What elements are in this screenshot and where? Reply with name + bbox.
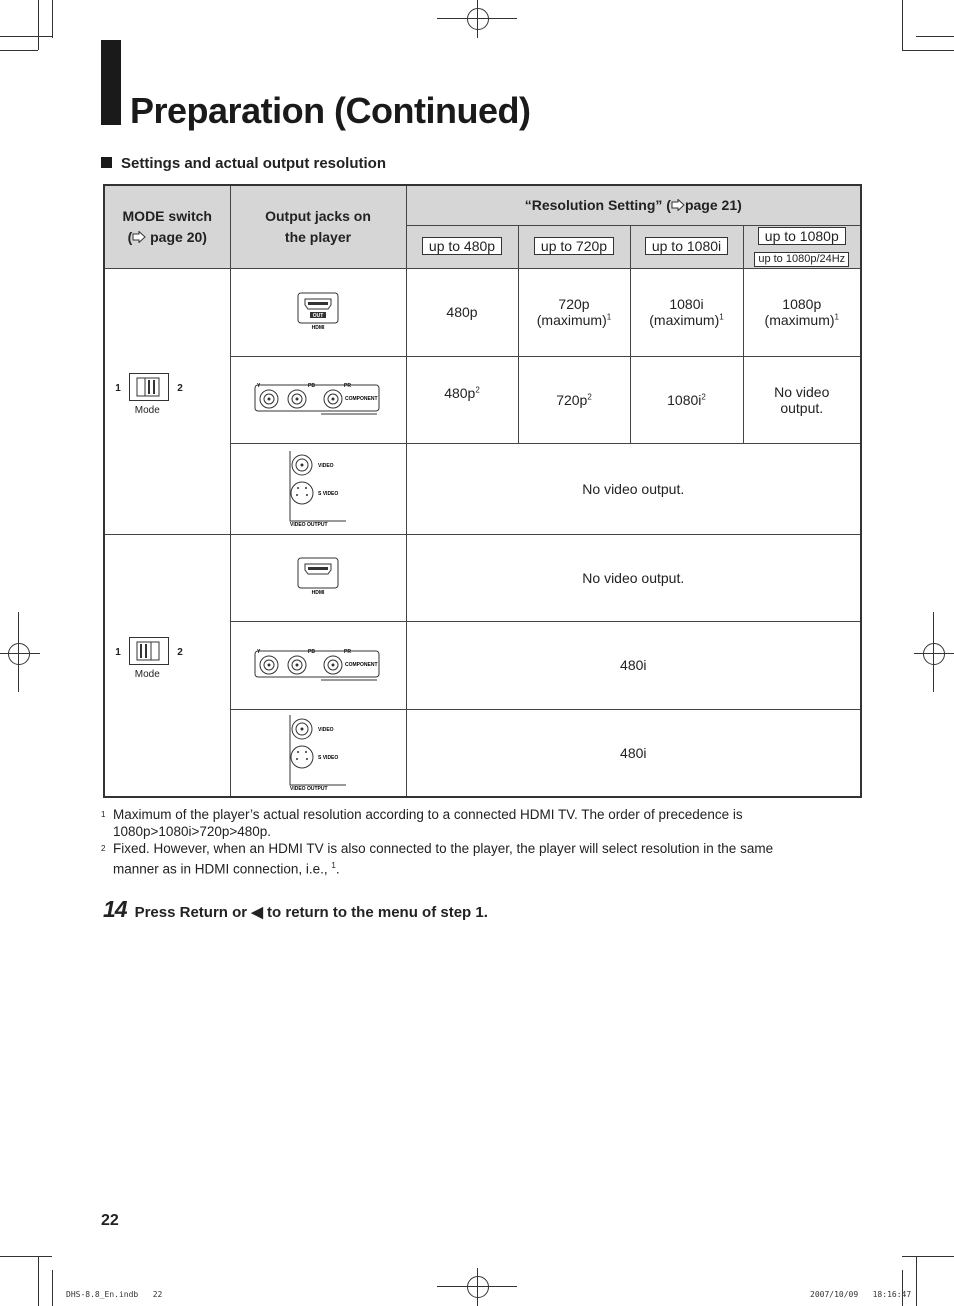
- page-number: 22: [101, 1212, 119, 1229]
- svg-text:PR: PR: [344, 383, 351, 389]
- mode-switch-1-icon: 1 2 Mode: [107, 371, 227, 431]
- crop-mark: [902, 0, 903, 50]
- cell-480p-component: $480p^2$: [406, 356, 518, 443]
- page-reference-icon: [132, 231, 146, 243]
- svg-text:Y: Y: [257, 383, 261, 389]
- header-output-jacks: Output jacks on the player: [230, 185, 406, 268]
- crop-mark: [0, 50, 38, 51]
- option-480p: up to 480p: [406, 225, 518, 268]
- crop-mark: [38, 1256, 39, 1306]
- title-bar: [101, 40, 121, 125]
- svg-text:VIDEO: VIDEO: [318, 727, 334, 734]
- svg-text:OUT: OUT: [312, 312, 324, 319]
- svg-text:HDMI: HDMI: [311, 324, 325, 331]
- cell-1080p-component: No video output.: [743, 356, 861, 443]
- cell-1080p-hdmi: 1080p (maximum)$^1$: [743, 268, 861, 356]
- header-mode-switch: MODE switch ( page 20): [104, 185, 230, 268]
- svg-text:VIDEO: VIDEO: [318, 463, 334, 469]
- jack-video: [230, 709, 406, 797]
- cell-720p-component: $720p^2$: [518, 356, 630, 443]
- svg-text:PB: PB: [308, 383, 315, 389]
- jack-component: [230, 621, 406, 709]
- video-jack-icon: [286, 711, 350, 791]
- page-reference-icon: [671, 199, 685, 211]
- jack-hdmi: [230, 268, 406, 356]
- option-1080p: up to 1080p up to 1080p/24Hz: [743, 225, 861, 268]
- header-resolution-setting: “Resolution Setting” ( page 21): [406, 185, 861, 225]
- resolution-table: [103, 184, 862, 798]
- hdmi-jack-icon: [293, 556, 343, 596]
- left-arrow-icon: ◀: [251, 904, 263, 921]
- crop-mark: [52, 1270, 53, 1306]
- footnote-1: 1 Maximum of the player’s actual resolution according to a connected HDMI TV. The order of precedence is 1080p>1080i>720p>480p.: [101, 807, 743, 839]
- jack-component: [230, 356, 406, 443]
- crop-mark: [38, 0, 39, 50]
- svg-text:PR: PR: [344, 648, 351, 655]
- mode-switch-position-1: [104, 268, 230, 534]
- slug-file: DHS-8.8_En.indb 22: [66, 1290, 163, 1299]
- cell-mode2-hdmi: No video output.: [406, 534, 861, 621]
- video-jack-icon: [286, 447, 350, 527]
- svg-text:S VIDEO: S VIDEO: [318, 755, 339, 762]
- svg-text:Y: Y: [257, 648, 261, 655]
- cell-mode2-component: 480i: [406, 621, 861, 709]
- option-1080i: up to 1080i: [630, 225, 743, 268]
- cell-mode1-video: No video output.: [406, 443, 861, 534]
- footnote-2: 2 Fixed. However, when an HDMI TV is also connected to the player, the player will select resolution in the same manner as in HDMI connection, i.e., $^1$.: [101, 841, 774, 877]
- crop-mark: [902, 50, 954, 51]
- crop-mark: [902, 1270, 903, 1306]
- cell-mode2-video: 480i: [406, 709, 861, 797]
- crop-mark: [0, 36, 52, 37]
- svg-text:VIDEO OUTPUT: VIDEO OUTPUT: [290, 786, 328, 792]
- slug-timestamp: 2007/10/09 18:16:47: [810, 1290, 912, 1299]
- crop-mark: [916, 1256, 917, 1306]
- crop-mark: [916, 36, 954, 37]
- svg-text:COMPONENT: COMPONENT: [345, 396, 378, 402]
- mode-switch-position-2: [104, 534, 230, 797]
- jack-hdmi: [230, 534, 406, 621]
- step-14: 14 Press Return or ◀ to return to the menu of step 1.: [103, 896, 488, 922]
- section-heading: Settings and actual output resolution: [101, 155, 386, 172]
- svg-text:PB: PB: [308, 648, 315, 655]
- crop-mark: [0, 1256, 52, 1257]
- component-jack-icon: [253, 381, 383, 415]
- option-720p: up to 720p: [518, 225, 630, 268]
- registration-mark: [467, 8, 489, 30]
- mode-switch-2-icon: 1 2 Mode: [107, 635, 227, 695]
- registration-mark: [8, 643, 30, 665]
- svg-text:VIDEO OUTPUT: VIDEO OUTPUT: [290, 522, 328, 527]
- jack-video: [230, 443, 406, 534]
- component-jack-icon: [253, 647, 383, 681]
- cell-1080i-hdmi: 1080i (maximum)$^1$: [630, 268, 743, 356]
- registration-mark: [467, 1276, 489, 1298]
- svg-text:S VIDEO: S VIDEO: [318, 491, 339, 497]
- cell-480p-hdmi: 480p: [406, 268, 518, 356]
- svg-text:HDMI: HDMI: [311, 590, 325, 596]
- crop-mark: [902, 1256, 954, 1257]
- cell-720p-hdmi: 720p (maximum)$^1$: [518, 268, 630, 356]
- svg-text:COMPONENT: COMPONENT: [345, 661, 378, 668]
- registration-mark: [923, 643, 945, 665]
- hdmi-jack-icon: [293, 291, 343, 331]
- crop-mark: [52, 0, 53, 38]
- cell-1080i-component: $1080i^2$: [630, 356, 743, 443]
- square-bullet-icon: [101, 157, 112, 168]
- page-title: Preparation (Continued): [130, 90, 531, 131]
